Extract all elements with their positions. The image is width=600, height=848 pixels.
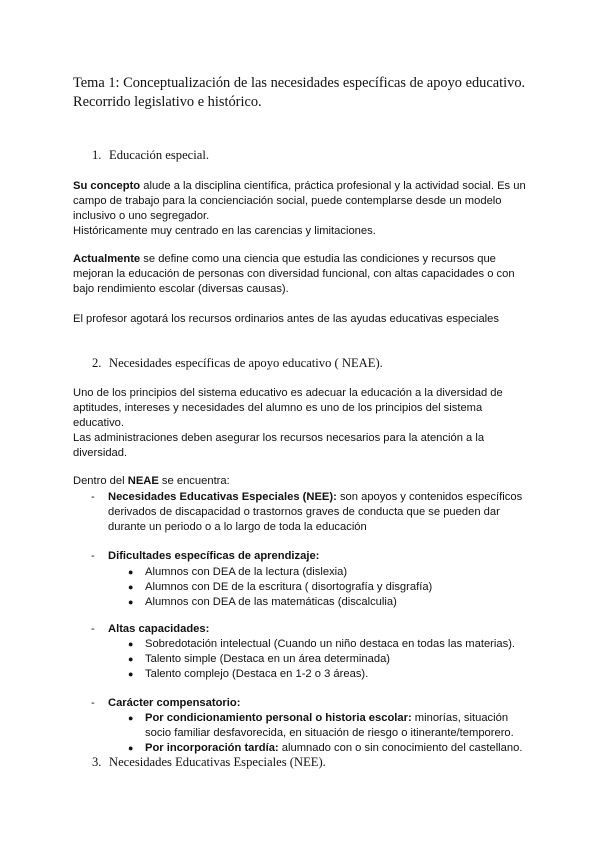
bullet-icon: ●: [128, 639, 134, 649]
altas-heading: Altas capacidades:: [108, 623, 210, 635]
list-item: [0, 711, 600, 741]
altas-item-3: Talento complejo (Destaca en 1-2 o 3 áreas).: [145, 668, 369, 680]
within-bold: NEAE: [127, 475, 159, 487]
dea-item-1: Alumnos con DEA de la lectura (dislexia): [145, 566, 348, 578]
teacher-line: El profesor agotará los recursos ordinarios antes de las ayudas educativas especiales: [73, 313, 499, 325]
list-item: [0, 595, 600, 610]
concept-line-4: Históricamente muy centrado en las carencias y limitaciones.: [73, 224, 376, 237]
comp1-bold: Por condicionamiento personal o historia escolar:: [145, 712, 412, 724]
list-item: [0, 667, 600, 682]
teacher-paragraph: [73, 312, 543, 327]
principles-line-5: diversidad.: [73, 446, 128, 459]
within-neae-line: [73, 474, 543, 489]
actual-line-2: mejoran la educación de personas con diversidad funcional, con altas capacidades o con: [73, 267, 515, 280]
title-line-1: Tema 1: Conceptualización de las necesidades específicas de apoyo educativo.: [73, 75, 526, 91]
section-1-number: 1.: [92, 148, 102, 162]
list-item-compensatorio: [0, 696, 600, 712]
principles-line-4: Las administraciones deben asegurar los recursos necesarios para la atención a la: [73, 431, 485, 444]
within-prefix: Dentro del: [73, 475, 128, 487]
concept-bold: Su concepto: [73, 180, 141, 192]
comp1-line-1: minorías, situación: [411, 712, 509, 724]
title-line-2: Recorrido legislativo e histórico.: [73, 94, 262, 110]
list-item-nee: [0, 490, 600, 540]
principles-line-1: Uno de los principios del sistema educativo es adecuar la educación a la diversidad de: [73, 387, 503, 399]
actual-bold: Actualmente: [73, 253, 141, 265]
list-item: [0, 580, 600, 595]
section-1-heading: [92, 147, 209, 163]
dash-marker: -: [91, 697, 95, 709]
list-item-dea: [0, 549, 600, 565]
comp-heading: Carácter compensatorio:: [108, 697, 241, 709]
dash-marker: -: [91, 491, 95, 503]
list-item: [0, 637, 600, 652]
section-3-title: Necesidades Educativas Especiales (NEE).: [109, 755, 326, 769]
dea-item-3: Alumnos con DEA de las matemáticas (discalculia): [145, 596, 397, 608]
principles-paragraph: [73, 386, 543, 461]
concept-line-3: inclusivo o uno segregador.: [73, 209, 210, 222]
list-item-altas: [0, 622, 600, 638]
bullet-icon: ●: [128, 567, 134, 577]
comp1-line-2: socio familiar desfavorecida, en situación de riesgo o itinerante/temporero.: [145, 727, 514, 739]
nee-line-2: derivados de discapacidad o trastornos graves de conducta que se pueden dar: [108, 506, 500, 518]
bullet-icon: ●: [128, 713, 134, 723]
nee-bold: Necesidades Educativas Especiales (NEE):: [108, 491, 337, 503]
section-3-number: 3.: [92, 755, 102, 769]
principles-line-2: aptitudes, intereses y necesidades del alumno es uno de los principios del sistema: [73, 401, 483, 414]
bullet-icon: ●: [128, 597, 134, 607]
within-suffix: se encuentra:: [158, 475, 230, 487]
principles-line-3: educativo.: [73, 416, 124, 429]
bullet-icon: ●: [128, 582, 134, 592]
section-2-title: Necesidades específicas de apoyo educativo ( NEAE).: [109, 356, 383, 370]
actual-paragraph: [73, 252, 543, 297]
section-3-heading: [92, 754, 326, 770]
section-1-title: Educación especial.: [109, 148, 209, 162]
concept-line-1: alude a la disciplina científica, práctica profesional y la actividad social. Es un: [140, 180, 526, 192]
dea-heading: Dificultades específicas de aprendizaje:: [108, 550, 320, 562]
bullet-icon: ●: [128, 654, 134, 664]
bullet-icon: ●: [128, 669, 134, 679]
nee-line-1: son apoyos y contenidos específicos: [336, 491, 523, 503]
actual-line-1: se define como una ciencia que estudia las condiciones y recursos que: [140, 253, 496, 265]
dash-marker: -: [91, 550, 95, 562]
dea-item-2: Alumnos con DE de la escritura ( disortografía y disgrafía): [145, 581, 433, 593]
section-2-heading: [92, 355, 383, 371]
document-title: [73, 74, 573, 112]
comp2-bold: Por incorporación tardía:: [145, 742, 279, 754]
nee-line-3: durante un periodo o a lo largo de toda la educación: [108, 521, 367, 533]
concept-line-2: campo de trabajo para la concienciación social, puede contemplarse desde un modelo: [73, 194, 502, 207]
list-item: [0, 565, 600, 580]
list-item: [0, 652, 600, 667]
comp2-line-1: alumnado con o sin conocimiento del castellano.: [278, 742, 523, 754]
dash-marker: -: [91, 623, 95, 635]
bullet-icon: ●: [128, 743, 134, 753]
actual-line-3: bajo rendimiento escolar (diversas causas).: [73, 282, 289, 295]
section-2-number: 2.: [92, 356, 102, 370]
concept-paragraph: [73, 179, 543, 239]
altas-item-2: Talento simple (Destaca en un área determinada): [145, 653, 391, 665]
altas-item-1: Sobredotación intelectual (Cuando un niño destaca en todas las materias).: [145, 638, 516, 650]
